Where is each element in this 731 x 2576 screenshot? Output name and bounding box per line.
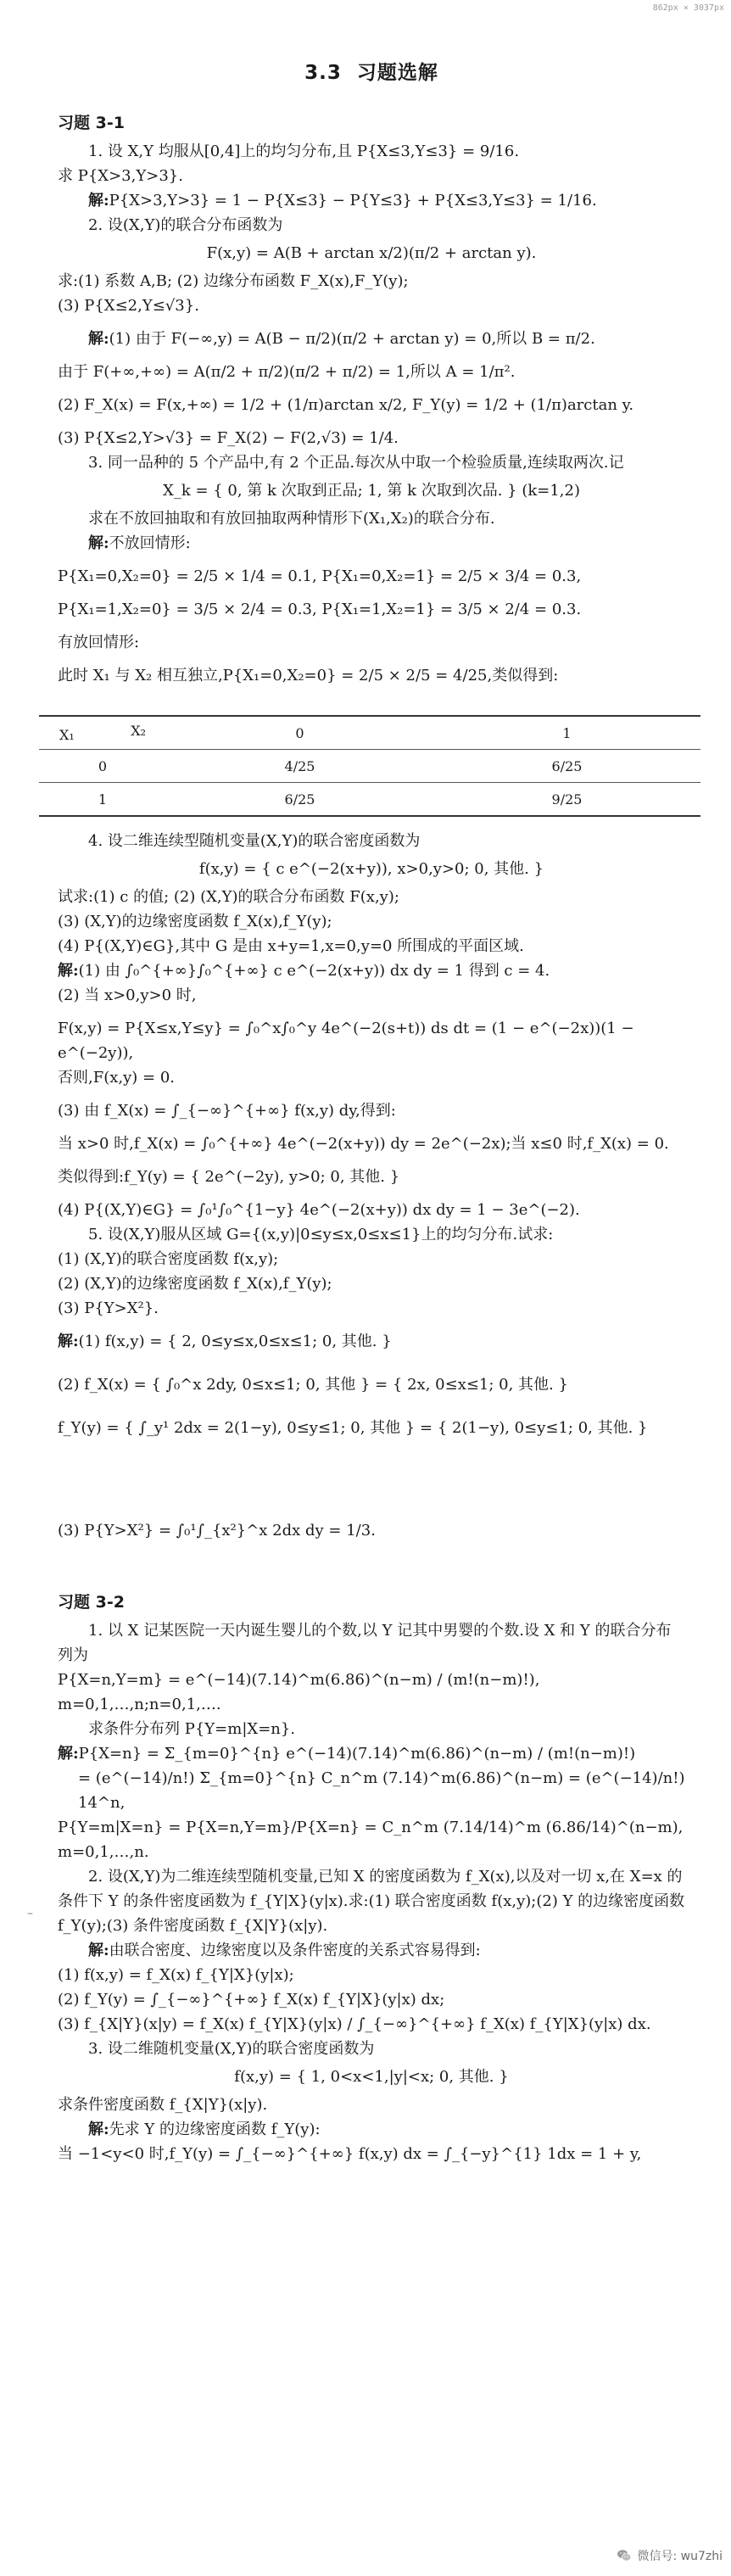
q5-answer-4: (3) P{Y>X²} = ∫₀¹∫_{x²}^x 2dx dy = 1/3. [58, 1522, 376, 1539]
s2-q3-formula: f(x,y) = { 1, 0<x<1,|y|<x; 0, 其他. } [234, 2068, 509, 2086]
q4-answer-7: 类似得到:f_Y(y) = { 2e^(−2y), y>0; 0, 其他. } [58, 1168, 400, 1186]
q1-answer-label: 解: [88, 192, 109, 210]
table-col-header: 0 [166, 716, 433, 750]
q1-ask: 求 P{X>3,Y>3}. [58, 167, 183, 185]
table-row [39, 750, 700, 783]
s2-q3-answer-2: 当 −1<y<0 时,f_Y(y) = ∫_{−∞}^{+∞} f(x,y) dx = ∫_{−y}^{1} 1dx = 1 + y, [58, 2145, 642, 2163]
table-corner-x2: X₂ [131, 723, 146, 739]
q2-answer-4: (3) P{X≤2,Y>√3} = F_X(2) − F(2,√3) = 1/4. [58, 429, 399, 447]
q5-answer-2: (2) f_X(x) = { ∫₀^x 2dy, 0≤x≤1; 0, 其他 } = { 2x, 0≤x≤1; 0, 其他. } [58, 1376, 568, 1394]
q4-answer-4: 否则,F(x,y) = 0. [58, 1069, 175, 1087]
q5-ask-2: (2) (X,Y)的边缘密度函数 f_X(x),f_Y(y); [58, 1275, 332, 1293]
s2-q1-answer-1: P{X=n} = Σ_{m=0}^{n} e^(−14)(7.14)^m(6.86)^(n−m) / (m!(n−m)!) [78, 1745, 636, 1763]
q4-ask-2: (3) (X,Y)的边缘密度函数 f_X(x),f_Y(y); [58, 913, 332, 930]
q2-formula: F(x,y) = A(B + arctan x/2)(π/2 + arctan y). [206, 244, 537, 262]
q4-ask-1: 试求:(1) c 的值; (2) (X,Y)的联合分布函数 F(x,y); [58, 888, 399, 906]
q1-answer: P{X>3,Y>3} = 1 − P{X≤3} − P{Y≤3} + P{X≤3,Y≤3} = 1/16. [109, 192, 597, 210]
q2-ask-2: (3) P{X≤2,Y≤√3}. [58, 297, 199, 315]
exercise-heading-3-1: 习题 3-1 [58, 114, 125, 132]
s2-q3-answer-1: 先求 Y 的边缘密度函数 f_Y(y): [109, 2121, 321, 2138]
s2-q1-ask: 求条件分布列 P{Y=m|X=n}. [88, 1720, 296, 1738]
q5-ask-3: (3) P{Y>X²}. [58, 1299, 159, 1317]
q2-answer-label: 解: [88, 330, 109, 348]
q3-answer-line-1: P{X₁=0,X₂=0} = 2/5 × 1/4 = 0.1, P{X₁=0,X₂=1} = 2/5 × 3/4 = 0.3, [58, 567, 582, 585]
wechat-icon [617, 2548, 632, 2563]
table-corner [39, 716, 166, 750]
s2-q1-text: 1. 以 X 记某医院一天内诞生婴儿的个数,以 Y 记其中男婴的个数.设 X 和 Y 的联合分布列为 [58, 1622, 672, 1664]
joint-distribution-table [39, 715, 700, 817]
q4-text: 4. 设二维连续型随机变量(X,Y)的联合密度函数为 [88, 832, 421, 850]
table-row-label: 0 [39, 750, 166, 783]
q2-ask-1: 求:(1) 系数 A,B; (2) 边缘分布函数 F_X(x),F_Y(y); [58, 272, 409, 290]
q4-answer-label: 解: [58, 962, 79, 980]
q4-answer-6: 当 x>0 时,f_X(x) = ∫₀^{+∞} 4e^(−2(x+y)) dy = 2e^(−2x);当 x≤0 时,f_X(x) = 0. [58, 1135, 669, 1153]
q4-answer-1: (1) 由 ∫₀^{+∞}∫₀^{+∞} c e^(−2(x+y)) dx dy = 1 得到 c = 4. [78, 962, 550, 980]
wechat-watermark [617, 2547, 723, 2564]
s2-q3-ask: 求条件密度函数 f_{X|Y}(x|y). [58, 2096, 268, 2114]
q3-answer-label: 解: [88, 534, 109, 552]
table-row [39, 783, 700, 817]
s2-q2-answer-label: 解: [88, 1942, 109, 1959]
q3-formula: X_k = { 0, 第 k 次取到正品; 1, 第 k 次取到次品. } (k=1,2) [163, 482, 580, 500]
s2-q1-answer-3: P{Y=m|X=n} = P{X=n,Y=m}/P{X=n} = C_n^m (7.14/14)^m (6.86/14)^(n−m), m=0,1,…,n. [58, 1819, 684, 1861]
table-row-label: 1 [39, 783, 166, 817]
q4-formula: f(x,y) = { c e^(−2(x+y)), x>0,y>0; 0, 其他. } [198, 860, 544, 878]
q2-answer-2: 由于 F(+∞,+∞) = A(π/2 + π/2)(π/2 + π/2) = 1,所以 A = 1/π². [58, 363, 516, 381]
s2-q2-answer-1: (1) f(x,y) = f_X(x) f_{Y|X}(y|x); [58, 1966, 294, 1984]
table-corner-x1: X₁ [59, 727, 75, 743]
s2-q1-answer-2: = (e^(−14)/n!) Σ_{m=0}^{n} C_n^m (7.14)^m(6.86)^(n−m) = (e^(−14)/n!) 14^n, [78, 1769, 685, 1812]
q5-answer-1: (1) f(x,y) = { 2, 0≤y≤x,0≤x≤1; 0, 其他. } [78, 1333, 392, 1350]
image-dimensions-label: 862px × 3037px [652, 3, 724, 13]
s2-q3-answer-label: 解: [88, 2121, 109, 2138]
q2-answer-1: (1) 由于 F(−∞,y) = A(B − π/2)(π/2 + arctan y) = 0,所以 B = π/2. [109, 330, 595, 348]
s2-q2-answer-3: (3) f_{X|Y}(x|y) = f_X(x) f_{Y|X}(y|x) / ∫_{−∞}^{+∞} f_X(x) f_{Y|X}(y|x) dx. [58, 2015, 651, 2033]
watermark-text: 微信号: wu7zhi [637, 2550, 723, 2563]
margin-dash: – [27, 1907, 33, 1920]
q3-answer-line-3: 有放回情形: [58, 634, 140, 651]
q3-ask: 求在不放回抽取和有放回抽取两种情形下(X₁,X₂)的联合分布. [88, 510, 495, 528]
section-title [58, 61, 685, 86]
q4-answer-5: (3) 由 f_X(x) = ∫_{−∞}^{+∞} f(x,y) dy,得到: [58, 1102, 396, 1120]
section-number: 3.3 [304, 62, 342, 84]
table-cell: 6/25 [166, 783, 433, 817]
textbook-page [58, 59, 685, 2166]
s2-q2-text: 2. 设(X,Y)为二维连续型随机变量,已知 X 的密度函数为 f_X(x),以及对一切 x,在 X=x 的条件下 Y 的条件密度函数为 f_{Y|X}(y|x).求:(1) 联合密度函数 f(x,y);(2) Y 的边缘密度函数 f_Y(y);(3) 条件密度函数 f_{X|Y}(x|y). [58, 1868, 685, 1935]
q4-answer-2: (2) 当 x>0,y>0 时, [58, 986, 197, 1004]
q4-answer-3: F(x,y) = P{X≤x,Y≤y} = ∫₀^x∫₀^y 4e^(−2(s+t)) ds dt = (1 − e^(−2x))(1 − e^(−2y)), [58, 1020, 634, 1062]
q2-answer-3: (2) F_X(x) = F(x,+∞) = 1/2 + (1/π)arctan x/2, F_Y(y) = 1/2 + (1/π)arctan y. [58, 396, 634, 414]
q1-text: 1. 设 X,Y 均服从[0,4]上的均匀分布,且 P{X≤3,Y≤3} = 9/16. [88, 142, 520, 160]
s2-q2-answer-2: (2) f_Y(y) = ∫_{−∞}^{+∞} f_X(x) f_{Y|X}(y|x) dx; [58, 1991, 445, 2009]
q2-text: 2. 设(X,Y)的联合分布函数为 [88, 216, 283, 234]
q3-answer-intro: 不放回情形: [109, 534, 191, 552]
s2-q1-answer-label: 解: [58, 1745, 79, 1763]
table-cell: 9/25 [433, 783, 700, 817]
q4-answer-8: (4) P{(X,Y)∈G} = ∫₀¹∫₀^{1−y} 4e^(−2(x+y)) dx dy = 1 − 3e^(−2). [58, 1201, 580, 1219]
q5-answer-label: 解: [58, 1333, 79, 1350]
q5-ask-1: (1) (X,Y)的联合密度函数 f(x,y); [58, 1250, 279, 1268]
section-name: 习题选解 [356, 62, 438, 84]
s2-q2-answer-intro: 由联合密度、边缘密度以及条件密度的关系式容易得到: [109, 1942, 481, 1959]
table-col-header: 1 [433, 716, 700, 750]
s2-q3-text: 3. 设二维随机变量(X,Y)的联合密度函数为 [88, 2040, 375, 2058]
q3-answer-line-4: 此时 X₁ 与 X₂ 相互独立,P{X₁=0,X₂=0} = 2/5 × 2/5 = 4/25,类似得到: [58, 667, 559, 685]
exercise-heading-3-2: 习题 3-2 [58, 1593, 125, 1612]
s2-q1-formula: P{X=n,Y=m} = e^(−14)(7.14)^m(6.86)^(n−m) / (m!(n−m)!), m=0,1,…,n;n=0,1,…. [58, 1671, 540, 1713]
q5-text: 5. 设(X,Y)服从区域 G={(x,y)|0≤y≤x,0≤x≤1}上的均匀分布.试求: [88, 1226, 554, 1243]
q3-text: 3. 同一品种的 5 个产品中,有 2 个正品.每次从中取一个检验质量,连续取两次.记 [88, 454, 624, 472]
q4-ask-3: (4) P{(X,Y)∈G},其中 G 是由 x+y=1,x=0,y=0 所围成的平面区域. [58, 937, 524, 955]
table-cell: 6/25 [433, 750, 700, 783]
q3-answer-line-2: P{X₁=1,X₂=0} = 3/5 × 2/4 = 0.3, P{X₁=1,X₂=1} = 3/5 × 2/4 = 0.3. [58, 601, 582, 618]
q5-answer-3: f_Y(y) = { ∫_y¹ 2dx = 2(1−y), 0≤y≤1; 0, 其他 } = { 2(1−y), 0≤y≤1; 0, 其他. } [58, 1419, 648, 1437]
table-cell: 4/25 [166, 750, 433, 783]
